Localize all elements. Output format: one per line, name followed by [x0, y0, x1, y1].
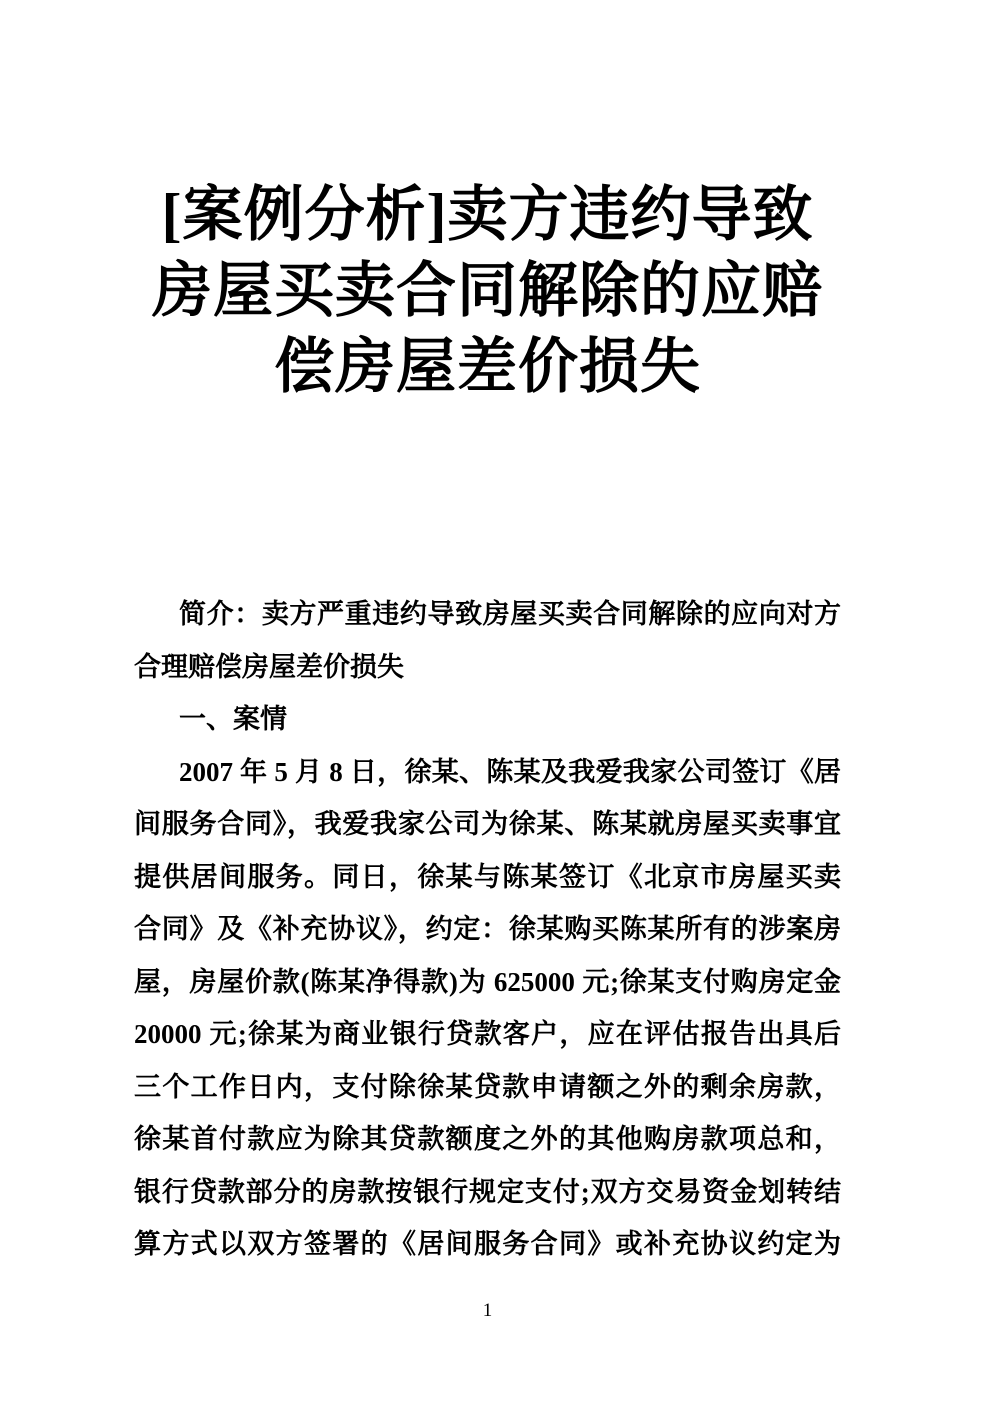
body-line: 算方式以双方签署的《居间服务合同》或补充协议约定为	[134, 1229, 841, 1259]
title-line-3: 偿房屋差价损失	[274, 334, 701, 400]
body-line: 徐某首付款应为除其贷款额度之外的其他购房款项总和，	[134, 1124, 841, 1154]
document-body	[134, 588, 841, 1271]
section-heading-case: 一、案情	[179, 704, 287, 734]
body-line-intro-1: 简介：卖方严重违约导致房屋买卖合同解除的应向对方	[179, 599, 841, 629]
title-line-2: 房屋买卖合同解除的应赔	[152, 258, 823, 324]
body-line-intro-2: 合理赔偿房屋差价损失	[134, 651, 404, 682]
body-line: 提供居间服务。同日，徐某与陈某签订《北京市房屋买卖	[134, 861, 841, 892]
body-line: 间服务合同》，我爱我家公司为徐某、陈某就房屋买卖事宜	[134, 809, 841, 839]
body-line: 银行贷款部分的房款按银行规定支付;双方交易资金划转结	[134, 1176, 841, 1207]
body-line: 三个工作日内，支付除徐某贷款申请额之外的剩余房款，	[134, 1071, 841, 1102]
body-line: 合同》及《补充协议》，约定：徐某购买陈某所有的涉案房	[134, 914, 841, 944]
document-title	[134, 177, 841, 405]
body-line: 屋，房屋价款(陈某净得款)为 625000 元;徐某支付购房定金	[134, 966, 841, 997]
body-line: 2007 年 5 月 8 日，徐某、陈某及我爱我家公司签订《居	[179, 756, 841, 787]
body-line: 20000 元;徐某为商业银行贷款客户，应在评估报告出具后	[134, 1019, 841, 1049]
page-number: 1	[482, 1300, 493, 1321]
title-line-1: [案例分析]卖方违约导致	[161, 182, 814, 248]
